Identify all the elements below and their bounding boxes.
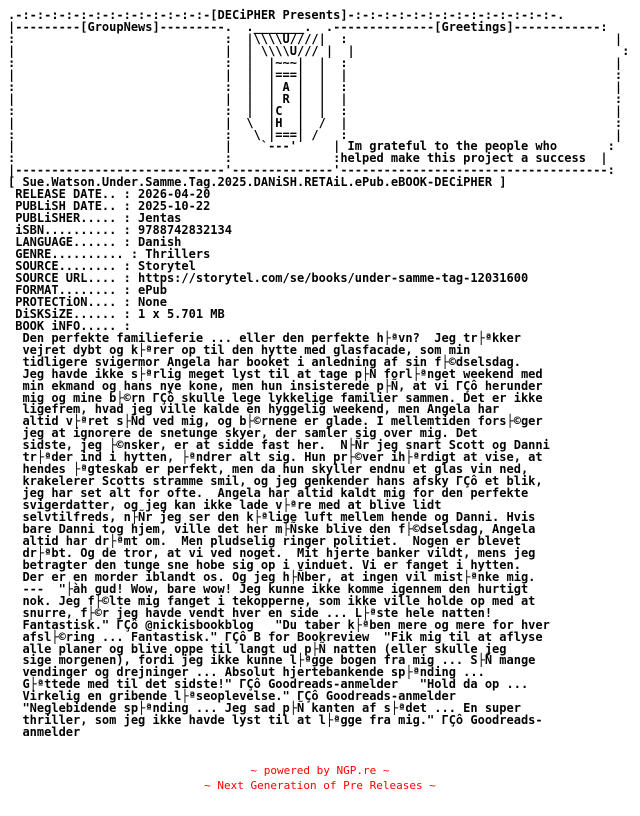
- nfo-line: altid v├ªret s├Ñd ved mig, og b├©rnene er glade. I mellemtiden fors├©ger: [8, 414, 543, 429]
- nfo-line: mig og mine b├©rn ΓÇô skulle lege lykkelige familier sammen. Det er ikke: [8, 390, 543, 405]
- nfo-line: hendes ├ªgteskab er perfekt, men da hun skyller endnu et glas vin ned,: [8, 462, 529, 477]
- nfo-line: --- "├àh gud! Wow, bare wow! Jeg kunne ikke komme igennem den hurtigt: [8, 581, 529, 596]
- nfo-line: snurre, f├©r jeg havde vendt hver en side ... L├ªste hele natten!: [8, 605, 493, 620]
- nfo-line: |-----------------------------'--------------'-------------------------------------:: [8, 163, 615, 178]
- nfo-line: RELEASE DATE.. : 2026-04-20: [8, 187, 211, 202]
- nfo-line: : : \ |===| / : |: [8, 127, 623, 142]
- nfo-line: sige morgenen), fordi jeg ikke kunne l├ªgge bogen fra mig ... S├Ñ mange: [8, 653, 536, 668]
- nfo-line: vendinger og drejninger ... Absolut hjertebankende sp├ªnding ...: [8, 665, 485, 680]
- nfo-line: tr├ªder ind i hytten, ├ªndrer alt sig. Hun pr├©ver ih├ªrdigt at vise, at: [8, 450, 543, 465]
- nfo-line: SOURCE........ : Storytel: [8, 259, 196, 274]
- nfo-line: Fantastisk." ΓÇô @nickisbookblog "Du taber k├ªben mere og mere for hver: [8, 617, 550, 632]
- nfo-line: GENRE.......... : Thrillers: [8, 247, 211, 262]
- nfo-line: Den perfekte familieferie ... eller den perfekte h├ªvn? Jeg tr├ªkker: [8, 330, 521, 345]
- nfo-line: krakelerer Scotts stramme smil, og jeg genkender hans afsky ΓÇô et blik,: [8, 474, 543, 489]
- nfo-line: altid har dr├ªmt om. Men pludselig ringer politiet. Nogen er blevet: [8, 533, 521, 548]
- nfo-line: thriller, som jeg ikke havde lyst til at l├ªgge fra mig." ΓÇô Goodreads-: [8, 713, 543, 728]
- nfo-line: : : | | A | | : |: [8, 79, 623, 94]
- nfo-line: iSBN.......... : 9788742832134: [8, 223, 232, 238]
- nfo-line: min ekmand og hans nye kone, men hun insisterede p├Ñ, at vi ΓÇô herunder: [8, 378, 543, 393]
- nfo-line: SOURCE URL.... : https://storytel.com/se/books/under-samme-tag-12031600: [8, 270, 529, 285]
- nfo-line: DiSKSiZE...... : 1 x 5.701 MB: [8, 306, 225, 321]
- nfo-line: anmelder: [8, 725, 81, 740]
- nfo-line: sidste, jeg ├©nsker, er at sidde fast her. N├Ñr jeg snart Scott og Danni: [8, 438, 550, 453]
- nfo-line: betragter den tunge sne hobe sig op i vinduet. Vi er fanget i hytten.: [8, 557, 521, 572]
- nfo-line: | | | |===| | | :: [8, 67, 623, 82]
- nfo-line: : : |\\\\U////| : |: [8, 31, 623, 46]
- nfo-line: selvtilfreds, n├Ñr jeg ser den k├ªlige luft mellem hende og Danni. Hvis: [8, 510, 536, 525]
- nfo-line: vejret dybt og k├ªrer op til den hytte med glasfacade, som min: [8, 342, 471, 357]
- nfo-line: | | \ |H | / | :: [8, 115, 623, 130]
- nfo-line: | | | | R | | | :: [8, 91, 623, 106]
- nfo-line: PROTECTiON.... : None: [8, 294, 167, 309]
- nfo-line: | | `---' | Im grateful to the people who :: [8, 139, 615, 154]
- footer-tagline: ~ Next Generation of Pre Releases ~: [204, 779, 436, 792]
- nfo-line: : : | |C | | : |: [8, 103, 623, 118]
- nfo-line: alle planer og blive oppe til langt ud p├Ñ natten (eller skulle jeg: [8, 641, 507, 656]
- nfo-line: | | | \\\\U/// | | :: [8, 43, 630, 58]
- nfo-line: Jeg havde ikke s├ªrlig meget lyst til at tage p├Ñ forl├ªnget weekend med: [8, 366, 543, 381]
- footer-powered-by: ~ powered by NGP.re ~: [250, 764, 390, 777]
- nfo-line: BOOK iNFO..... :: [8, 318, 131, 333]
- nfo-line: bare Danni tog hjem, ville det her m├Ñske blive den f├©dselsdag, Angela: [8, 521, 536, 536]
- nfo-line: : : :helped make this project a success |: [8, 151, 608, 166]
- nfo-line: "Neglebidende sp├ªnding ... Jeg sad p├Ñ kanten af s├ªdet ... En super: [8, 701, 521, 716]
- nfo-line: .-:-:-:-:-:-:-:-:-:-:-:-:-:-[DECiPHER Presents]-:-:-:-:-:-:-:-:-:-:-:-:-:-:-.: [8, 8, 565, 22]
- nfo-line: nok. Jeg f├©lte mig fanget i tekopperne, som ikke ville holde op med at: [8, 593, 536, 608]
- nfo-line: : : | |~~~| | : |: [8, 55, 623, 70]
- nfo-line: dr├ªbt. Og de tror, at vi ved noget. Mit hjerte banker vildt, mens jeg: [8, 545, 536, 560]
- nfo-line: afsl├©ring ... Fantastisk." ΓÇô B for Bookreview "Fik mig til at aflyse: [8, 629, 543, 644]
- nfo-line: svigerdatter, og jeg kan ikke lade v├ªre med at blive lidt: [8, 498, 442, 513]
- nfo-line: |---------[GroupNews]---------. ._______. .--------------[Greetings]------------:: [8, 19, 608, 34]
- nfo-line: [ Sue.Watson.Under.Samme.Tag.2025.DANiSH.RETAiL.ePub.eBOOK-DECiPHER ]: [8, 175, 507, 190]
- nfo-text: [8, 10, 629, 739]
- nfo-line: jeg har set alt for ofte. Angela har altid kaldt mig for den perfekte: [8, 486, 529, 501]
- nfo-line: Der er en morder iblandt os. Og jeg h├Ñber, at ingen vil mist├ªnke mig.: [8, 569, 536, 584]
- nfo-line: Virkelig en gribende l├ªseoplevelse." ΓÇô Goodreads-anmelder: [8, 689, 456, 704]
- nfo-line: FORMAT........ : ePub: [8, 282, 167, 297]
- nfo-line: PUBLiSHER..... : Jentas: [8, 211, 182, 226]
- nfo-line: G├ªttede med til det sidste!" ΓÇô Goodreads-anmelder "Hold da op ...: [8, 677, 529, 692]
- nfo-line: tidligere svigermor Angela har booket i anledning af sin f├©dselsdag.: [8, 354, 521, 369]
- nfo-line: ligefrem, hvad jeg ville kalde en hyggelig weekend, men Angela har: [8, 402, 500, 417]
- nfo-line: LANGUAGE...... : Danish: [8, 235, 182, 250]
- nfo-line: PUBLiSH DATE.. : 2025-10-22: [8, 199, 211, 214]
- nfo-line: jeg at ignorere de snetunge skyer, der samler sig over mig. Det: [8, 426, 478, 441]
